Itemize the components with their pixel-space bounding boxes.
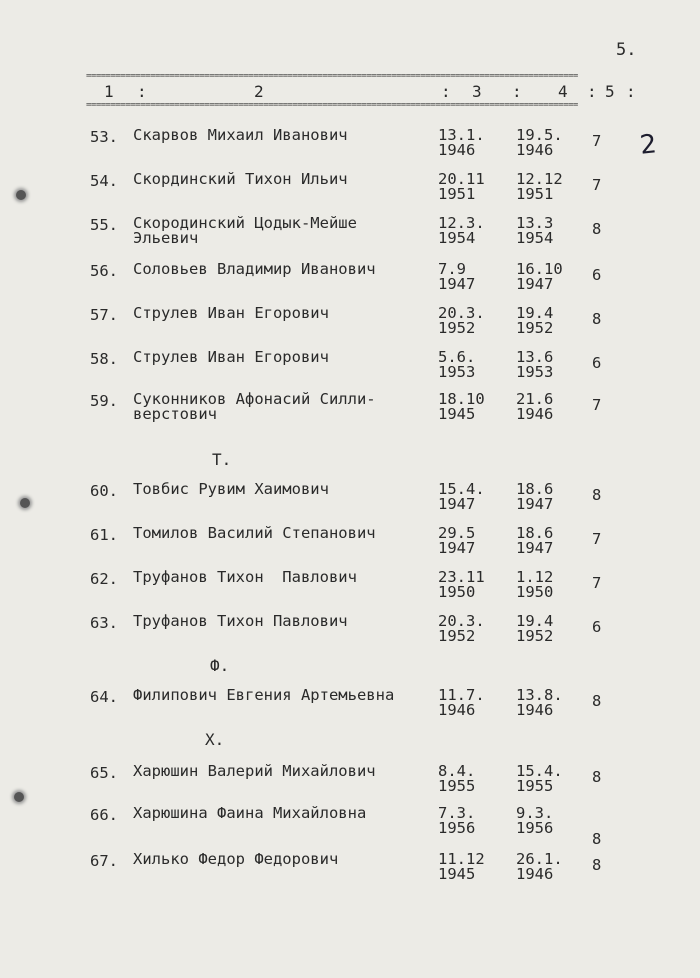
row-number: 58. (90, 350, 118, 368)
row-number: 64. (90, 688, 118, 706)
column-5-value: 8 (592, 830, 602, 848)
date-end-year: 1953 (516, 363, 554, 381)
date-start-year: 1945 (438, 865, 476, 883)
header-col-5: 5 (605, 82, 615, 101)
column-5-value: 7 (592, 396, 602, 414)
column-5-value: 6 (592, 354, 602, 372)
date-start-year: 1947 (438, 539, 476, 557)
column-5-value: 8 (592, 692, 602, 710)
date-end-year: 1952 (516, 319, 554, 337)
date-end-day: 13.8. (516, 686, 563, 704)
person-name: Труфанов Тихон Павлович (133, 612, 348, 630)
person-name: Скарвов Михаил Иванович (133, 126, 348, 144)
date-end-year: 1950 (516, 583, 554, 601)
punch-hole (16, 190, 26, 200)
date-end-day: 13.6 (516, 348, 554, 366)
header-top-rule: ==================================================================================================== (86, 74, 578, 81)
date-start-day: 11.12 (438, 850, 485, 868)
row-number: 66. (90, 806, 118, 824)
row-number: 62. (90, 570, 118, 588)
date-start-year: 1951 (438, 185, 476, 203)
row-number: 63. (90, 614, 118, 632)
header-col-3: 3 (472, 82, 482, 101)
date-start-year: 1955 (438, 777, 476, 795)
person-name: Скородинский Цодык-Мейше Эльевич (133, 214, 357, 247)
column-5-value: 8 (592, 220, 602, 238)
date-start-year: 1953 (438, 363, 476, 381)
date-end-year: 1952 (516, 627, 554, 645)
header-sep-4: : (587, 82, 597, 101)
column-5-value: 8 (592, 310, 602, 328)
date-end-day: 19.4 (516, 304, 554, 322)
person-name: Харюшина Фаина Михайловна (133, 804, 367, 822)
column-5-value: 7 (592, 574, 602, 592)
date-end-year: 1946 (516, 405, 554, 423)
date-start-year: 1946 (438, 141, 476, 159)
row-number: 65. (90, 764, 118, 782)
person-name: Суконников Афонасий Силли- верстович (133, 390, 376, 423)
date-end-year: 1954 (516, 229, 554, 247)
person-name: Струлев Иван Егорович (133, 304, 329, 322)
date-end-year: 1947 (516, 495, 554, 513)
date-start-year: 1945 (438, 405, 476, 423)
date-start-year: 1952 (438, 627, 476, 645)
section-letter-t: Т. (212, 450, 232, 469)
header-sep-2: : (441, 82, 451, 101)
date-start-year: 1947 (438, 495, 476, 513)
column-5-value: 8 (592, 486, 602, 504)
date-end-year: 1947 (516, 539, 554, 557)
date-end-day: 21.6 (516, 390, 554, 408)
date-start-day: 13.1. (438, 126, 485, 144)
row-number: 61. (90, 526, 118, 544)
handwritten-mark: 2 (638, 129, 659, 161)
date-start-day: 11.7. (438, 686, 485, 704)
person-name: Труфанов Тихон Павлович (133, 568, 357, 586)
person-name: Томилов Василий Степанович (133, 524, 376, 542)
header-sep-5: : (626, 82, 636, 101)
row-number: 67. (90, 852, 118, 870)
date-end-year: 1947 (516, 275, 554, 293)
date-end-day: 12.12 (516, 170, 563, 188)
date-start-day: 12.3. (438, 214, 485, 232)
date-end-day: 1.12 (516, 568, 554, 586)
date-start-year: 1956 (438, 819, 476, 837)
column-5-value: 6 (592, 266, 602, 284)
row-number: 53. (90, 128, 118, 146)
date-start-day: 20.3. (438, 612, 485, 630)
date-end-day: 13.3 (516, 214, 554, 232)
header-sep-1: : (137, 82, 147, 101)
date-end-year: 1946 (516, 141, 554, 159)
date-start-year: 1947 (438, 275, 476, 293)
date-end-year: 1956 (516, 819, 554, 837)
date-start-year: 1954 (438, 229, 476, 247)
date-start-day: 29.5 (438, 524, 476, 542)
date-end-day: 15.4. (516, 762, 563, 780)
date-end-day: 26.1. (516, 850, 563, 868)
person-name: Харюшин Валерий Михайлович (133, 762, 376, 780)
date-end-year: 1951 (516, 185, 554, 203)
person-name: Соловьев Владимир Иванович (133, 260, 376, 278)
column-5-value: 7 (592, 176, 602, 194)
row-number: 60. (90, 482, 118, 500)
header-bottom-rule: ==================================================================================================== (86, 103, 578, 110)
column-5-value: 8 (592, 856, 602, 874)
person-name: Струлев Иван Егорович (133, 348, 329, 366)
column-5-value: 8 (592, 768, 602, 786)
date-end-day: 19.5. (516, 126, 563, 144)
date-start-day: 23.11 (438, 568, 485, 586)
page-number: 5. (616, 40, 637, 60)
date-end-year: 1946 (516, 701, 554, 719)
date-start-year: 1950 (438, 583, 476, 601)
column-5-value: 6 (592, 618, 602, 636)
date-end-day: 18.6 (516, 480, 554, 498)
date-start-day: 7.9 (438, 260, 466, 278)
header-col-1: 1 (104, 82, 114, 101)
date-end-day: 16.10 (516, 260, 563, 278)
header-col-4: 4 (558, 82, 568, 101)
person-name: Филипович Евгения Артемьевна (133, 686, 395, 704)
date-start-day: 20.3. (438, 304, 485, 322)
date-start-day: 15.4. (438, 480, 485, 498)
date-start-year: 1946 (438, 701, 476, 719)
punch-hole (20, 498, 30, 508)
row-number: 59. (90, 392, 118, 410)
date-end-year: 1955 (516, 777, 554, 795)
row-number: 54. (90, 172, 118, 190)
punch-hole (14, 792, 24, 802)
row-number: 56. (90, 262, 118, 280)
column-5-value: 7 (592, 132, 602, 150)
date-start-day: 5.6. (438, 348, 476, 366)
date-end-day: 9.3. (516, 804, 554, 822)
header-col-2: 2 (254, 82, 264, 101)
column-5-value: 7 (592, 530, 602, 548)
person-name: Скординский Тихон Ильич (133, 170, 348, 188)
date-end-day: 19.4 (516, 612, 554, 630)
person-name: Хилько Федор Федорович (133, 850, 339, 868)
date-end-year: 1946 (516, 865, 554, 883)
row-number: 55. (90, 216, 118, 234)
row-number: 57. (90, 306, 118, 324)
date-start-day: 18.10 (438, 390, 485, 408)
date-start-day: 20.11 (438, 170, 485, 188)
date-start-year: 1952 (438, 319, 476, 337)
section-letter-h: Х. (205, 730, 225, 749)
date-end-day: 18.6 (516, 524, 554, 542)
person-name: Товбис Рувим Хаимович (133, 480, 329, 498)
section-letter-f: Ф. (210, 656, 230, 675)
header-sep-3: : (512, 82, 522, 101)
date-start-day: 7.3. (438, 804, 476, 822)
date-start-day: 8.4. (438, 762, 476, 780)
